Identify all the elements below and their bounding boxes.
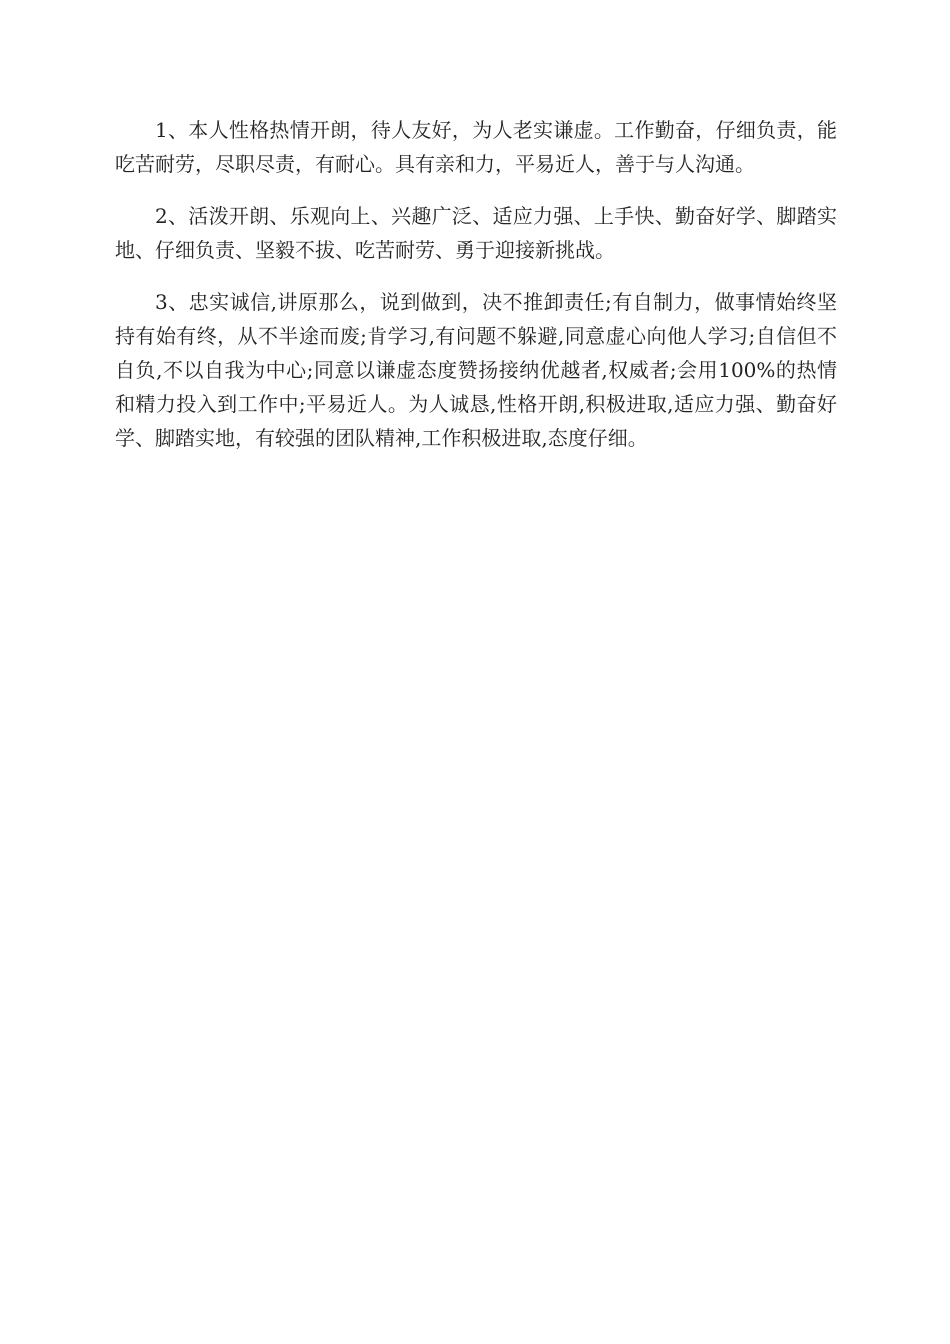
paragraph-3: 3、忠实诚信,讲原那么，说到做到，决不推卸责任;有自制力，做事情始终坚持有始有终，从不半途而废;肯学习,有问题不躲避,同意虚心向他人学习;自信但不自负,不以自我为中心;同意以谦虚态度赞扬接纳优越者,权威者;会用100%的热情和精力投入到工作中;平易近人。为人诚恳,性格开朗,积极进取,适应力强、勤奋好学、脚踏实地，有较强的团队精神,工作积极进取,态度仔细。 [115, 290, 837, 450]
document-body [115, 113, 837, 473]
paragraph-1: 1、本人性格热情开朗，待人友好，为人老实谦虚。工作勤奋，仔细负责，能吃苦耐劳，尽职尽责，有耐心。具有亲和力，平易近人，善于与人沟通。 [115, 118, 837, 176]
paragraph-2: 2、活泼开朗、乐观向上、兴趣广泛、适应力强、上手快、勤奋好学、脚踏实地、仔细负责、坚毅不拔、吃苦耐劳、勇于迎接新挑战。 [115, 204, 837, 262]
